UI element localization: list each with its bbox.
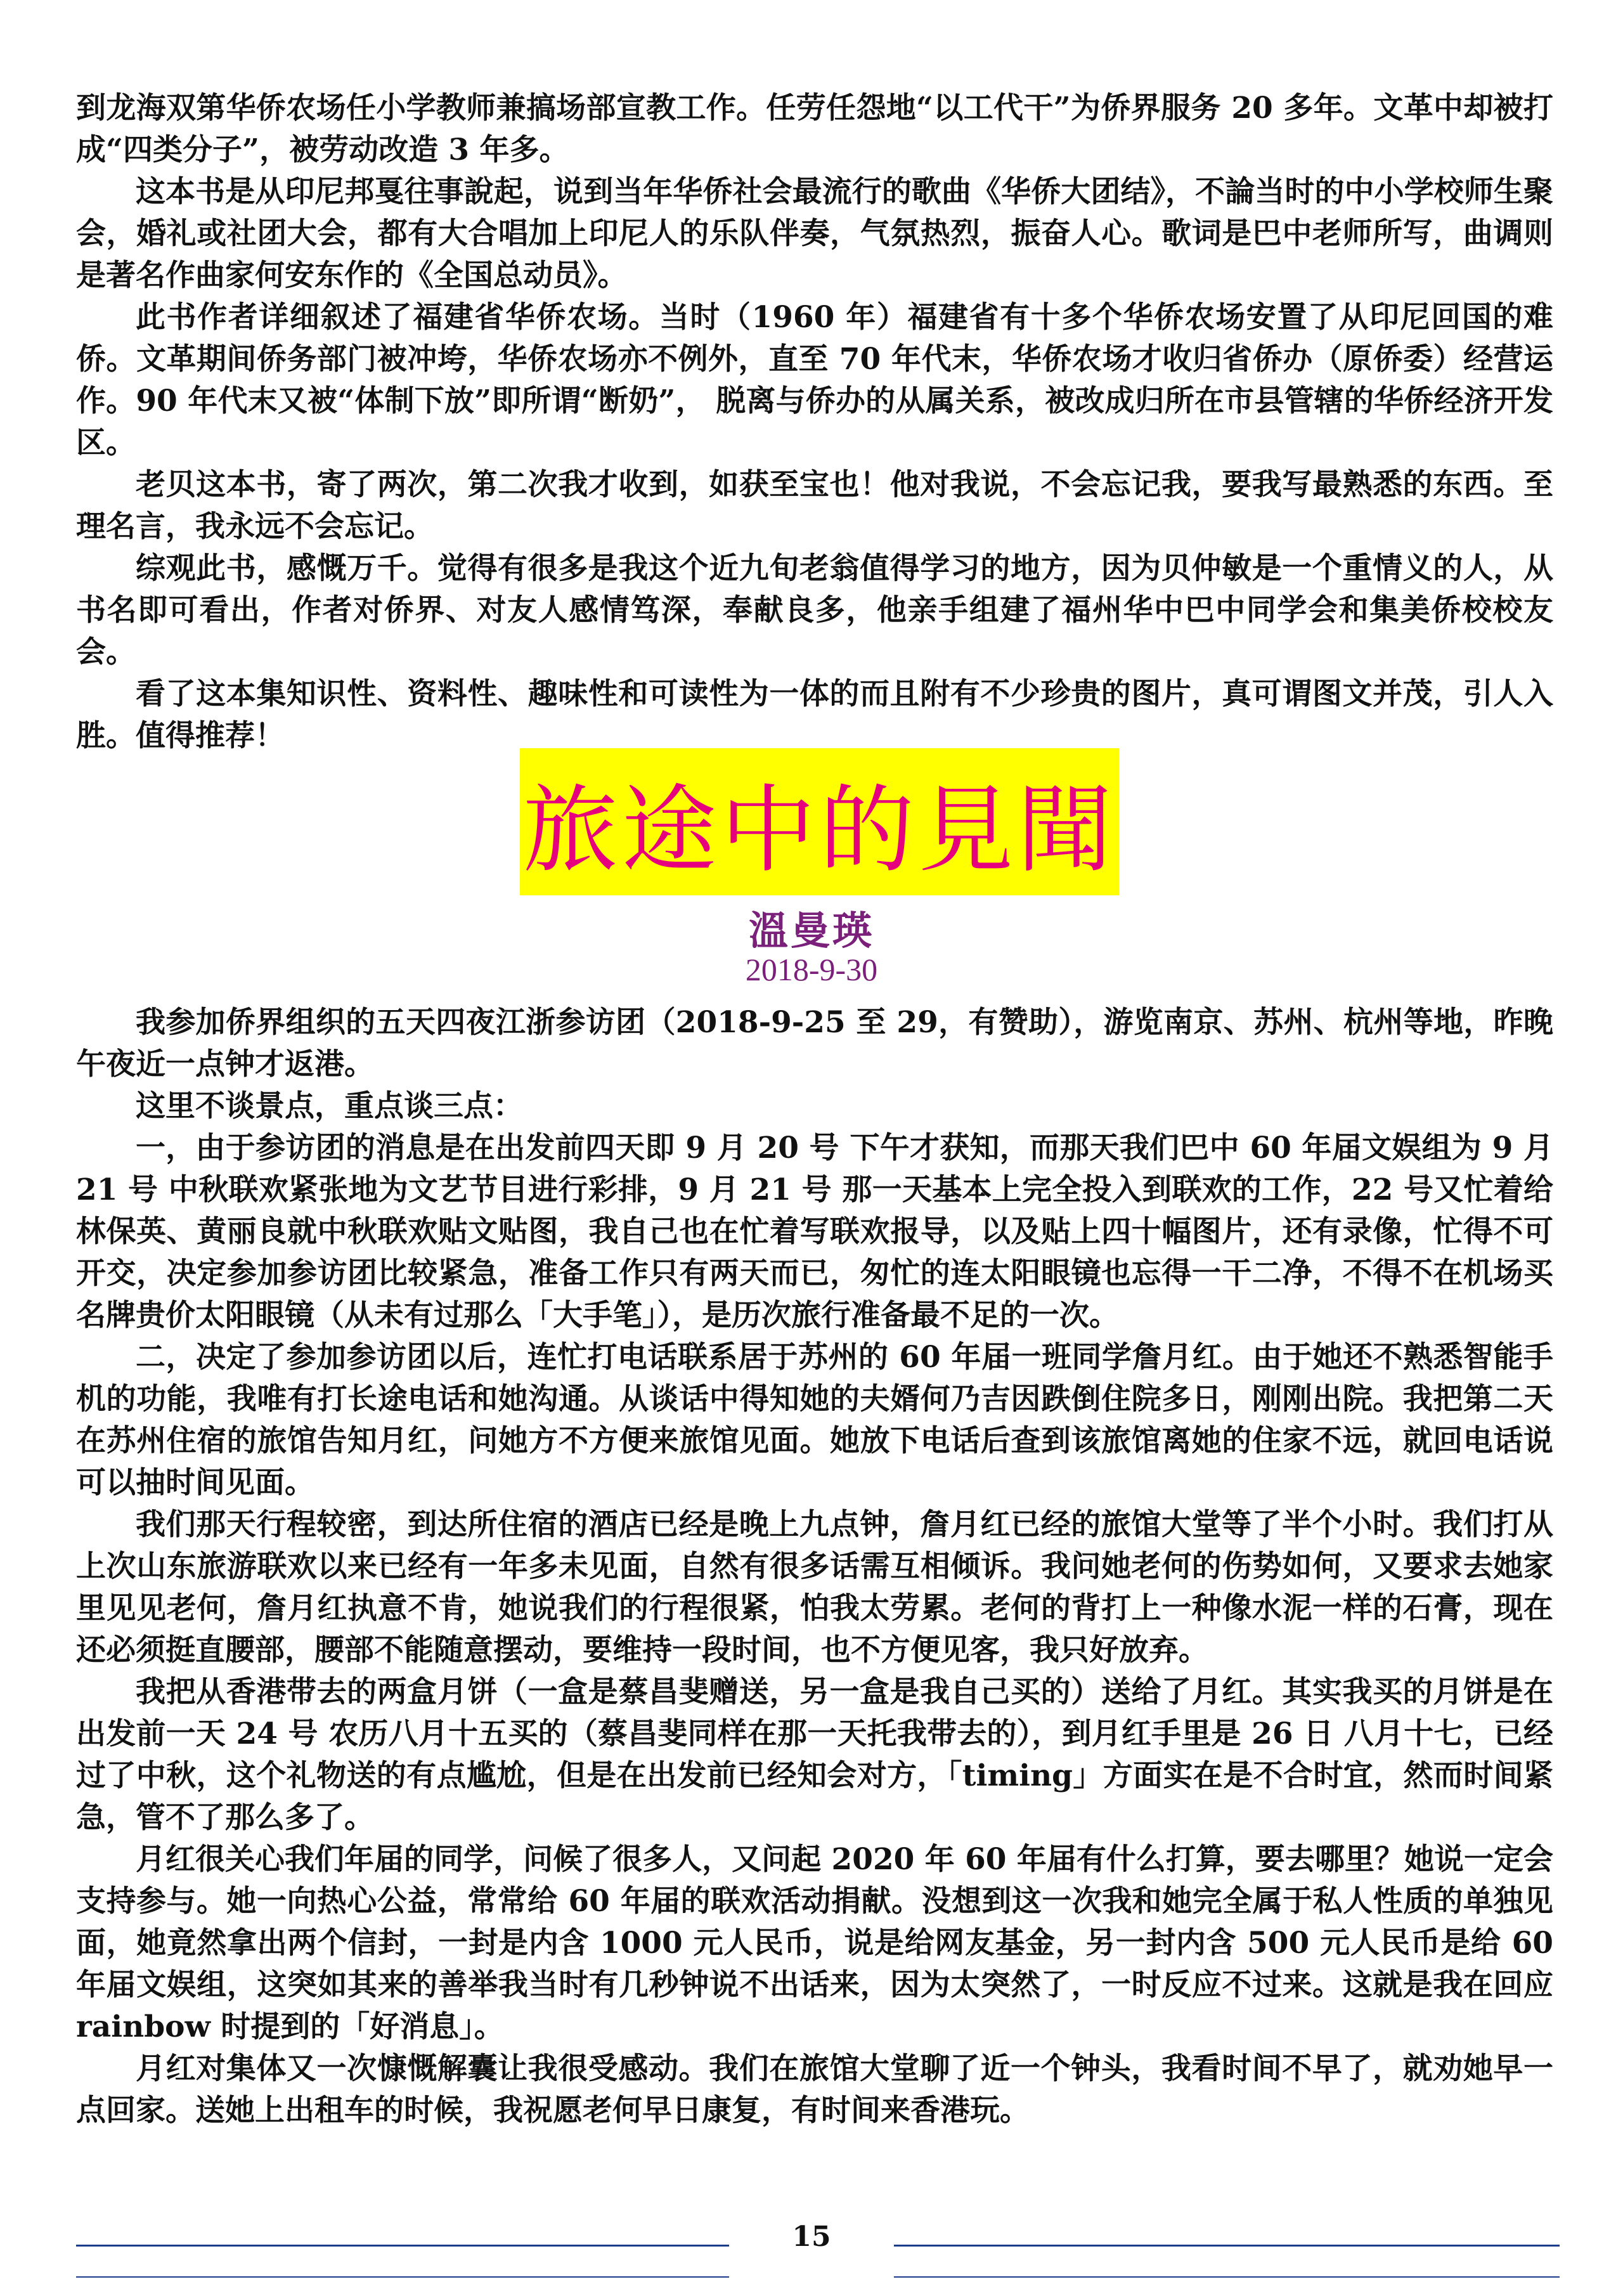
paragraph: 此书作者详细叙述了福建省华侨农场。当时（1960 年）福建省有十多个华侨农场安置了从印尼回国的难侨。文革期间侨务部门被冲垮，华侨农场亦不例外，直至 70 年代末，华侨农场才收归省侨办（原侨委）经营运作。90 年代末又被“体制下放”即所谓“断奶”， 脱离与侨办的从属关系，被改成归所在市县管辖的华侨经济开发区。 xyxy=(76,300,1553,460)
paragraph: 一，由于参访团的消息是在出发前四天即 9 月 20 号 下午才获知，而那天我们巴中 60 年届文娱组为 9 月 21 号 中秋联欢紧张地为文艺节目进行彩排，9 月 21 号 那一天基本上完全投入到联欢的工作，22 号又忙着给林保英、黄丽良就中秋联欢贴文贴图，我自己也在忙着写联欢报导，以及贴上四十幅图片，还有录像，忙得不可开交，决定参加参访团比较紧急，准备工作只有两天而已，匆忙的连太阳眼镜也忘得一干二净，不得不在机场买名牌贵价太阳眼镜（从未有过那么「大手笔」），是历次旅行准备最不足的一次。 xyxy=(76,1131,1553,1333)
page-number: 15 xyxy=(792,2221,831,2253)
paragraph: 月红很关心我们年届的同学，问候了很多人，又问起 2020 年 60 年届有什么打算，要去哪里？她说一定会支持参与。她一向热心公益，常常给 60 年届的联欢活动捐献。没想到这一次我和她完全属于私人性质的单独见面，她竟然拿出两个信封，一封是内含 1000 元人民币，说是给网友基金，另一封内含 500 元人民币是给 60 年届文娱组，这突如其来的善举我当时有几秒钟说不出话来，因为太突然了，一时反应不过来。这就是我在回应 rainbow 时提到的「好消息」。 xyxy=(76,1842,1553,2044)
paragraph: 到龙海双第华侨农场任小学教师兼搞场部宣教工作。任劳任怨地“以工代干”为侨界服务 20 多年。文革中却被打成“四类分子”，被劳动改造 3 年多。 xyxy=(76,91,1553,167)
paragraph: 我参加侨界组织的五天四夜江浙参访团（2018-9-25 至 29，有赞助），游览南京、苏州、杭州等地，昨晚午夜近一点钟才返港。 xyxy=(76,1005,1553,1082)
article-author: 溫曼瑛 xyxy=(748,907,874,954)
paragraph: 我把从香港带去的两盒月饼（一盒是蔡昌斐赠送，另一盒是我自己买的）送给了月红。其实我买的月饼是在出发前一天 24 号 农历八月十五买的（蔡昌斐同样在那一天托我带去的），到月红手里是 26 日 八月十七，已经过了中秋，这个礼物送的有点尴尬，但是在出发前已经知会对方，「timing」方面实在是不合时宜，然而时间紧急，管不了那么多了。 xyxy=(76,1675,1554,1835)
paragraph: 二，决定了参加参访团以后，连忙打电话联系居于苏州的 60 年届一班同学詹月红。由于她还不熟悉智能手机的功能，我唯有打长途电话和她沟通。从谈话中得知她的夫婿何乃吉因跌倒住院多日，刚刚出院。我把第二天在苏州住宿的旅馆告知月红，问她方不方便来旅馆见面。她放下电话后查到该旅馆离她的住家不远，就回电话说可以抽时间见面。 xyxy=(76,1340,1553,1500)
paragraph: 老贝这本书，寄了两次，第二次我才收到，如获至宝也！他对我说，不会忘记我，要我写最熟悉的东西。至理名言，我永远不会忘记。 xyxy=(76,467,1553,544)
article-title: 旅途中的見聞 xyxy=(522,775,1116,886)
article-date: 2018-9-30 xyxy=(745,952,878,987)
paragraph: 综观此书，感慨万千。觉得有很多是我这个近九旬老翁值得学习的地方，因为贝仲敏是一个重情义的人，从书名即可看出，作者对侨界、对友人感情笃深，奉献良多，他亲手组建了福州华中巴中同学会和集美侨校校友会。 xyxy=(76,551,1553,670)
paragraph: 月红对集体又一次慷慨解囊让我很受感动。我们在旅馆大堂聊了近一个钟头，我看时间不早了，就劝她早一点回家。送她上出租车的时候，我祝愿老何早日康复，有时间来香港玩。 xyxy=(76,2051,1553,2128)
paragraph: 这里不谈景点，重点谈三点： xyxy=(136,1089,523,1124)
article-title-banner xyxy=(520,748,1119,895)
book-review-continuation xyxy=(76,88,1553,757)
article-body xyxy=(76,1002,1553,2132)
paragraph: 我们那天行程较密，到达所住宿的酒店已经是晚上九点钟，詹月红已经的旅馆大堂等了半个小时。我们打从上次山东旅游联欢以来已经有一年多未见面，自然有很多话需互相倾诉。我问她老何的伤势如何，又要求去她家里见见老何，詹月红执意不肯，她说我们的行程很紧，怕我太劳累。老何的背打上一种像水泥一样的石膏，现在还必须挺直腰部，腰部不能随意摆动，要维持一段时间，也不方便见客，我只好放弃。 xyxy=(76,1507,1553,1668)
footer-rule-right-bottom xyxy=(894,2276,1560,2278)
footer-rule-left-bottom xyxy=(76,2276,729,2278)
paragraph: 看了这本集知识性、资料性、趣味性和可读性为一体的而且附有不少珍贵的图片，真可谓图文并茂，引人入胜。值得推荐！ xyxy=(76,677,1553,753)
paragraph: 这本书是从印尼邦戛往事說起，说到当年华侨社会最流行的歌曲《华侨大团结》，不論当时的中小学校师生聚会，婚礼或社团大会，都有大合唱加上印尼人的乐队伴奏，气氛热烈，振奋人心。歌词是巴中老师所写，曲调则是著名作曲家何安东作的《全国总动员》。 xyxy=(76,174,1553,293)
